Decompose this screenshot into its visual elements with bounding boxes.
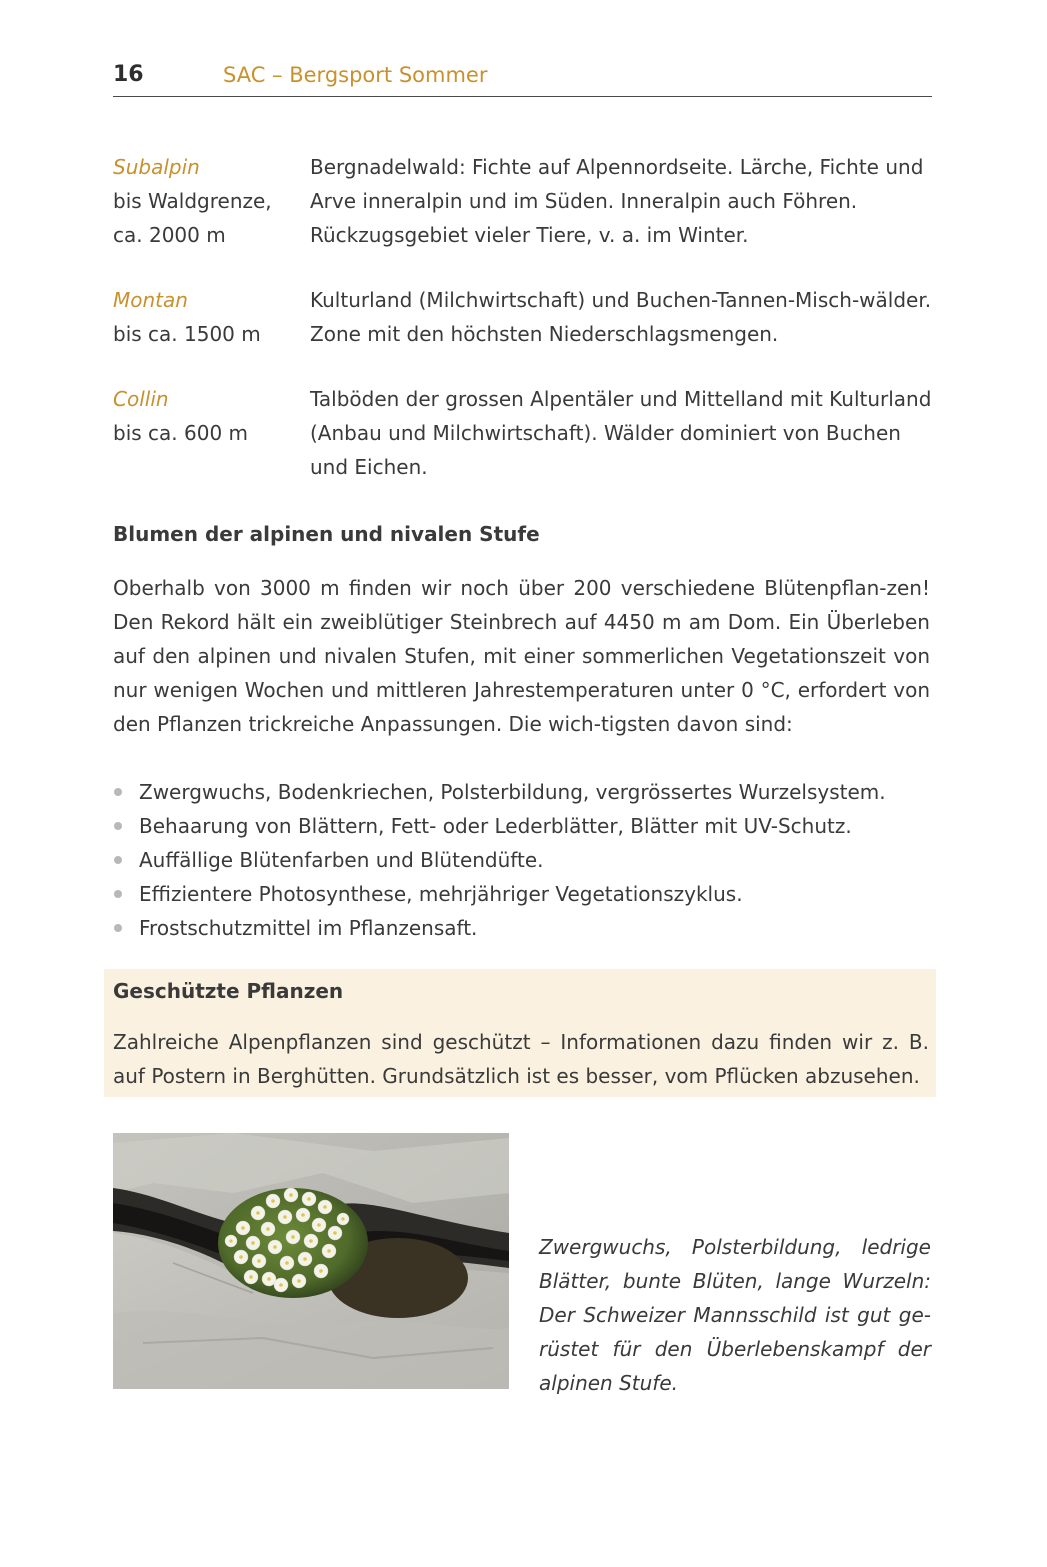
- bullet-icon: [114, 856, 122, 864]
- body-paragraph: Oberhalb von 3000 m finden wir noch über 200 verschiedene Blütenpflan-zen! Den Rekord hält ein zweiblütiger Steinbrech auf 4450 m am Dom. Ein Überleben auf den alpinen und nivalen Stufen, mit einer sommerlichen Vegetationszeit von nur wenigen Wochen und mittleren Jahrestemperaturen unter 0 °C, erfordert von den Pflanzen trickreiche Anpassungen. Die wich-tigsten davon sind:: [113, 576, 930, 736]
- zone-collin: [113, 382, 932, 484]
- zone-montan: [113, 283, 932, 351]
- running-title: SAC – Bergsport Sommer: [223, 63, 488, 87]
- zone-name: Subalpin: [113, 155, 200, 179]
- bullet-icon: [114, 924, 122, 932]
- page-header: [113, 62, 932, 97]
- protected-plants-infobox: [104, 969, 936, 1097]
- zone-range: bis ca. 1500 m: [113, 322, 261, 346]
- altitude-zones-list: [113, 150, 932, 515]
- list-item-text: Behaarung von Blättern, Fett- oder Lederblätter, Blätter mit UV-Schutz.: [139, 814, 852, 838]
- section-heading: Blumen der alpinen und nivalen Stufe: [113, 522, 540, 546]
- list-item: [113, 843, 930, 877]
- page-number: 16: [113, 62, 144, 87]
- list-item-text: Frostschutzmittel im Pflanzensaft.: [139, 916, 478, 940]
- bullet-icon: [114, 890, 122, 898]
- infobox-text: Zahlreiche Alpenpflanzen sind geschützt – Informationen dazu finden wir z. B. auf Postern in Berghütten. Grundsätzlich ist es besser, vom Pflücken abzusehen.: [113, 1030, 929, 1088]
- zone-range: bis ca. 600 m: [113, 421, 249, 445]
- list-item: [113, 809, 930, 843]
- bullet-icon: [114, 788, 122, 796]
- zone-range: bis Waldgrenze, ca. 2000 m: [113, 189, 272, 247]
- zone-description: Kulturland (Milchwirtschaft) und Buchen-Tannen-Misch-wälder. Zone mit den höchsten Niederschlagsmengen.: [310, 288, 932, 346]
- zone-label: [113, 283, 310, 351]
- zone-name: Montan: [113, 288, 188, 312]
- adaptation-list: [113, 775, 930, 945]
- cushion-plant-photo: [113, 1133, 509, 1389]
- photo-caption: Zwergwuchs, Polsterbildung, ledrige Blätter, bunte Blüten, lange Wurzeln: Der Schweizer Mannsschild ist gut ge-rüstet für den Überlebenskampf der alpinen Stufe.: [539, 1235, 931, 1395]
- zone-name: Collin: [113, 387, 169, 411]
- infobox-title: Geschützte Pflanzen: [113, 979, 344, 1003]
- zone-description: Talböden der grossen Alpentäler und Mittelland mit Kulturland (Anbau und Milchwirtschaft). Wälder dominiert von Buchen und Eichen.: [310, 387, 932, 479]
- zone-subalpin: [113, 150, 932, 252]
- zone-label: [113, 150, 310, 252]
- list-item: [113, 877, 930, 911]
- list-item: [113, 911, 930, 945]
- zone-label: [113, 382, 310, 484]
- bullet-icon: [114, 822, 122, 830]
- list-item: [113, 775, 930, 809]
- list-item-text: Effizientere Photosynthese, mehrjähriger Vegetationszyklus.: [139, 882, 743, 906]
- zone-description: Bergnadelwald: Fichte auf Alpennordseite. Lärche, Fichte und Arve inneralpin und im Süden. Inneralpin auch Föhren. Rückzugsgebiet vieler Tiere, v. a. im Winter.: [310, 155, 924, 247]
- list-item-text: Auffällige Blütenfarben und Blütendüfte.: [139, 848, 544, 872]
- list-item-text: Zwergwuchs, Bodenkriechen, Polsterbildung, vergrössertes Wurzelsystem.: [139, 780, 886, 804]
